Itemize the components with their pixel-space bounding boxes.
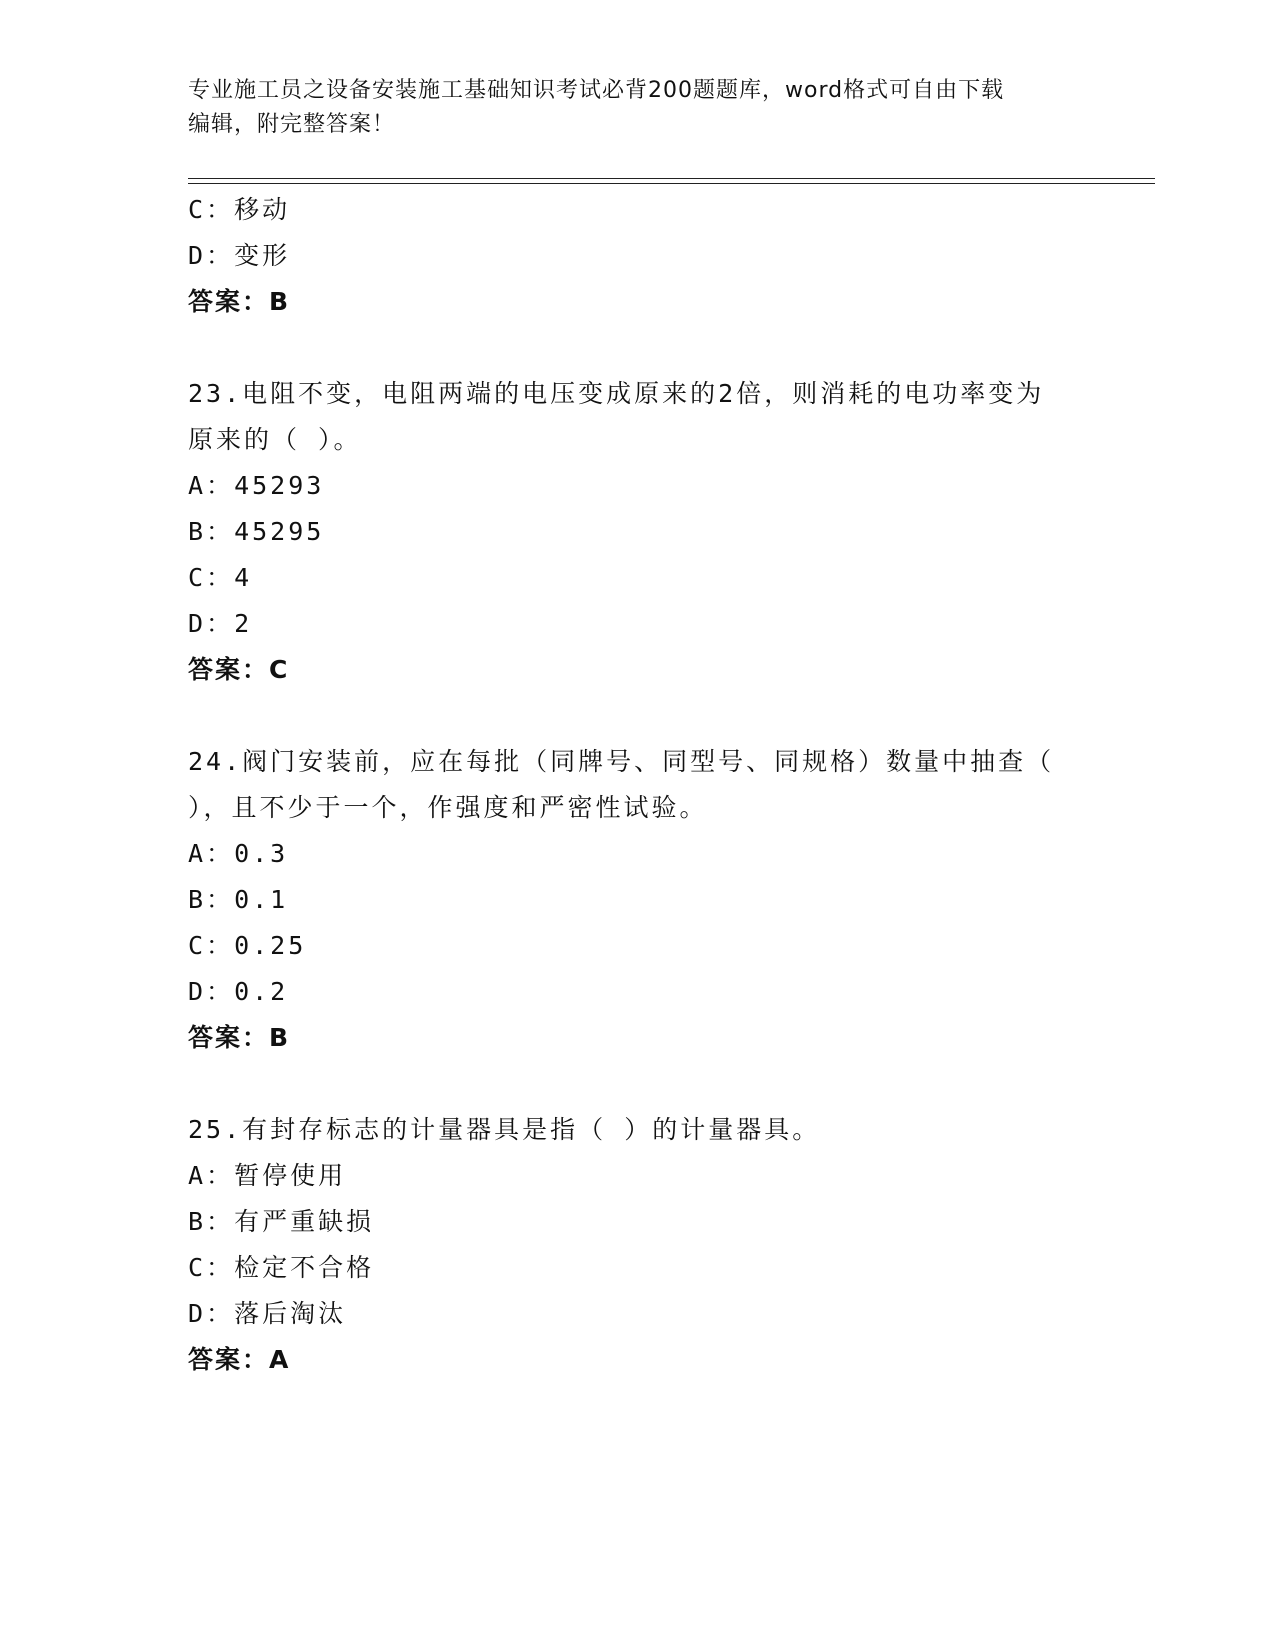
document-header (188, 74, 1068, 142)
option-label: D： (188, 977, 235, 1006)
question-stem-line-1: 23.电阻不变，电阻两端的电压变成原来的2倍，则消耗的电功率变为 (188, 379, 1045, 408)
option-label: B： (188, 1207, 235, 1236)
option-a (188, 1153, 1088, 1199)
option-b (188, 877, 1088, 923)
answer-line: 答案：B (188, 1023, 291, 1052)
option-text: 检定不合格 (234, 1253, 375, 1282)
option-label: A： (188, 471, 235, 500)
option-b (188, 1199, 1088, 1245)
option-text: 4 (234, 563, 253, 592)
option-label: C： (188, 563, 235, 592)
header-title-line-2: 编辑，附完整答案！ (188, 112, 396, 137)
option-a (188, 463, 1088, 509)
header-divider-bottom (188, 183, 1155, 184)
option-label: D： (188, 241, 235, 270)
option-text: 2 (234, 609, 253, 638)
option-d (188, 233, 1088, 279)
question-stem-line-1: 24.阀门安装前，应在每批（同牌号、同型号、同规格）数量中抽查（ (188, 747, 1055, 776)
option-label: C： (188, 931, 235, 960)
option-text: 45295 (234, 517, 325, 546)
question-23 (188, 371, 1088, 693)
question-list (188, 187, 1088, 1383)
option-text: 0.1 (234, 885, 289, 914)
option-text: 暂停使用 (234, 1161, 347, 1190)
option-b (188, 509, 1088, 555)
question-24 (188, 739, 1088, 1061)
option-label: D： (188, 1299, 235, 1328)
option-c (188, 1245, 1088, 1291)
option-text: 45293 (234, 471, 325, 500)
option-label: A： (188, 1161, 235, 1190)
option-label: C： (188, 195, 235, 224)
question-stem-line-2: 原来的（ ）。 (188, 425, 362, 454)
option-label: B： (188, 517, 235, 546)
header-title-line-1: 专业施工员之设备安装施工基础知识考试必背200题题库，word格式可自由下载 (188, 78, 1005, 103)
question-spacer (188, 325, 1088, 371)
option-d (188, 601, 1088, 647)
option-label: D： (188, 609, 235, 638)
option-c (188, 923, 1088, 969)
question-22-continuation (188, 187, 1088, 325)
header-divider-top (188, 178, 1155, 179)
option-c (188, 555, 1088, 601)
option-label: C： (188, 1253, 235, 1282)
option-text: 移动 (234, 195, 291, 224)
question-stem-line-1: 25.有封存标志的计量器具是指（ ）的计量器具。 (188, 1115, 821, 1144)
option-text: 变形 (234, 241, 291, 270)
question-25 (188, 1107, 1088, 1383)
answer-line: 答案：A (188, 1345, 291, 1374)
question-stem-line-2: ），且不少于一个，作强度和严密性试验。 (188, 793, 708, 822)
answer-line: 答案：B (188, 287, 291, 316)
question-spacer (188, 1061, 1088, 1107)
option-d (188, 1291, 1088, 1337)
option-label: A： (188, 839, 235, 868)
option-c (188, 187, 1088, 233)
option-text: 0.25 (234, 931, 307, 960)
answer-line: 答案：C (188, 655, 290, 684)
option-text: 0.2 (234, 977, 289, 1006)
option-a (188, 831, 1088, 877)
option-text: 落后淘汰 (234, 1299, 347, 1328)
option-text: 有严重缺损 (234, 1207, 375, 1236)
option-text: 0.3 (234, 839, 289, 868)
option-label: B： (188, 885, 235, 914)
option-d (188, 969, 1088, 1015)
question-spacer (188, 693, 1088, 739)
